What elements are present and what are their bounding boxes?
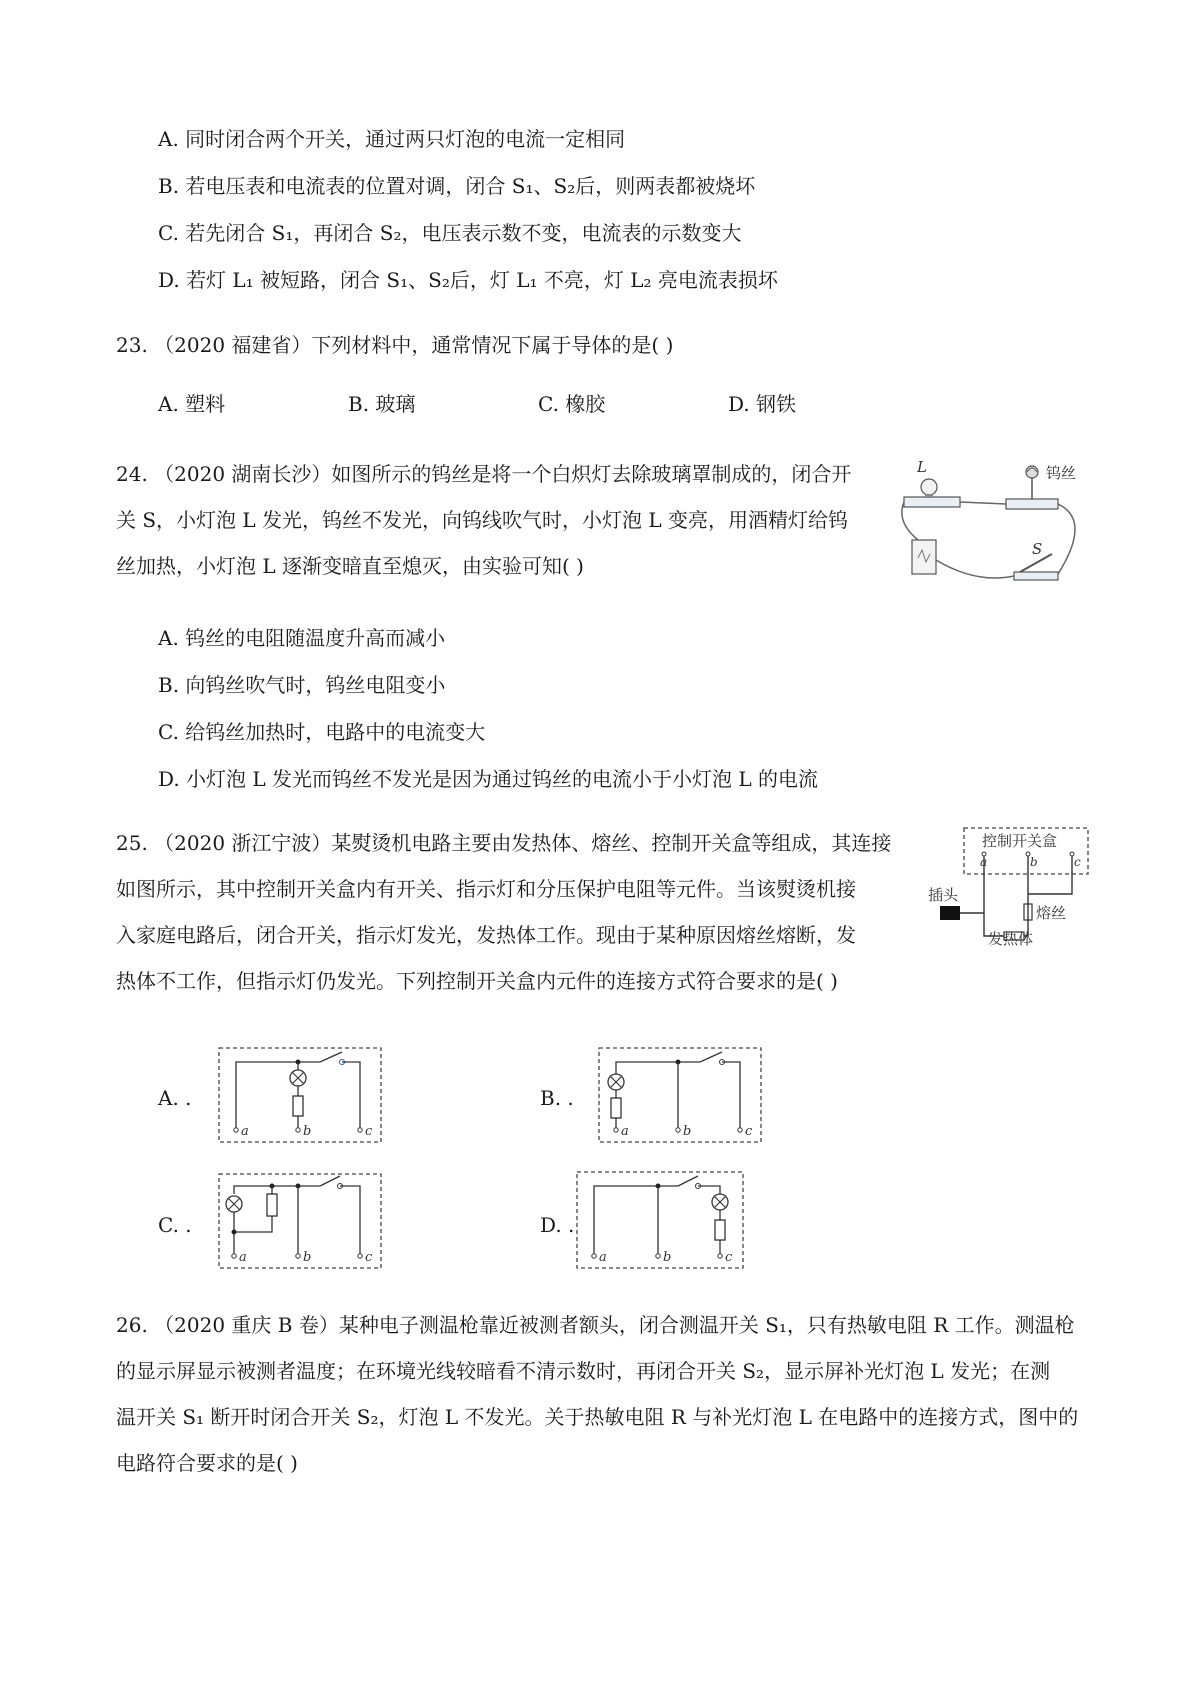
- q25-c-label-c: c: [365, 1250, 373, 1265]
- q25-d-label-a: a: [599, 1250, 607, 1265]
- q25-stem-line-2: 如图所示，其中控制开关盒内有开关、指示灯和分压保护电阻等元件。当该熨烫机接: [116, 877, 856, 901]
- q24-option-a: A. 钨丝的电阻随温度升高而减小: [158, 626, 446, 650]
- q25-label-heater: 发热体: [988, 930, 1034, 946]
- q24-label-lamp: L: [917, 458, 927, 476]
- q25-option-c-circuit: [216, 1170, 384, 1272]
- q25-b-label-b: b: [683, 1124, 692, 1139]
- q25-label-plug: 插头: [928, 886, 959, 904]
- q25-b-label-c: c: [745, 1124, 753, 1139]
- q25-option-a-label: A. .: [158, 1086, 192, 1110]
- q24-stem-line-3: 丝加热，小灯泡 L 逐渐变暗直至熄灭，由实验可知( ): [116, 554, 584, 578]
- q22-option-c: C. 若先闭合 S₁，再闭合 S₂，电压表示数不变，电流表的示数变大: [158, 221, 742, 245]
- q25-c-label-b: b: [303, 1250, 312, 1265]
- q25-a-label-c: c: [365, 1124, 373, 1139]
- q25-b-label-a: a: [621, 1124, 629, 1139]
- q24-option-b: B. 向钨丝吹气时，钨丝电阻变小: [158, 673, 446, 697]
- q26-stem-line-4: 电路符合要求的是( ): [116, 1451, 298, 1475]
- q25-option-d-label: D. .: [540, 1213, 575, 1237]
- q25-option-b-circuit: [596, 1044, 764, 1146]
- q25-option-b-label: B. .: [540, 1086, 574, 1110]
- q22-option-d: D. 若灯 L₁ 被短路，闭合 S₁、S₂后，灯 L₁ 不亮，灯 L₂ 亮电流表损坏: [158, 268, 778, 292]
- q24-option-c: C. 给钨丝加热时，电路中的电流变大: [158, 720, 486, 744]
- q25-label-box: 控制开关盒: [982, 832, 1058, 850]
- q24-label-tungsten: 钨丝: [1046, 464, 1077, 482]
- q25-label-a: a: [980, 855, 988, 869]
- q25-d-label-b: b: [663, 1250, 672, 1265]
- q24-stem-line-1: 24. （2020 湖南长沙）如图所示的钨丝是将一个白炽灯去除玻璃罩制成的，闭合开: [116, 462, 852, 486]
- q22-option-b: B. 若电压表和电流表的位置对调，闭合 S₁、S₂后，则两表都被烧坏: [158, 174, 756, 198]
- q24-option-d: D. 小灯泡 L 发光而钨丝不发光是因为通过钨丝的电流小于小灯泡 L 的电流: [158, 767, 819, 791]
- q26-stem-line-1: 26. （2020 重庆 B 卷）某种电子测温枪靠近被测者额头，闭合测温开关 S₁，只有热敏电阻 R 工作。测温枪: [116, 1313, 1075, 1337]
- q24-circuit-figure: [896, 450, 1092, 586]
- q25-label-c: c: [1074, 855, 1081, 869]
- q23-stem: 23. （2020 福建省）下列材料中，通常情况下属于导体的是( ): [116, 333, 674, 357]
- q25-c-label-a: a: [239, 1250, 247, 1265]
- q22-option-a: A. 同时闭合两个开关，通过两只灯泡的电流一定相同: [158, 127, 626, 151]
- q25-label-fuse: 熔丝: [1036, 904, 1067, 922]
- q25-d-label-c: c: [725, 1250, 733, 1265]
- q24-label-switch: S: [1032, 540, 1043, 558]
- q25-a-label-a: a: [241, 1124, 249, 1139]
- q23-option-c: C. 橡胶: [538, 392, 606, 416]
- q23-option-a: A. 塑料: [158, 392, 226, 416]
- q23-option-d: D. 钢铁: [728, 392, 797, 416]
- q26-stem-line-3: 温开关 S₁ 断开时闭合开关 S₂，灯泡 L 不发光。关于热敏电阻 R 与补光灯泡 L 在电路中的连接方式，图中的: [116, 1405, 1079, 1429]
- q26-stem-line-2: 的显示屏显示被测者温度；在环境光线较暗看不清示数时，再闭合开关 S₂，显示屏补光灯泡 L 发光；在测: [116, 1359, 1051, 1383]
- q23-option-b: B. 玻璃: [348, 392, 416, 416]
- q23-options: [158, 390, 918, 418]
- q25-stem-line-1: 25. （2020 浙江宁波）某熨烫机电路主要由发热体、熔丝、控制开关盒等组成，其连接: [116, 831, 892, 855]
- q25-a-label-b: b: [303, 1124, 312, 1139]
- q25-option-a-circuit: [216, 1044, 384, 1146]
- q25-option-d-circuit: [574, 1168, 746, 1272]
- q25-stem-line-4: 热体不工作，但指示灯仍发光。下列控制开关盒内元件的连接方式符合要求的是( ): [116, 969, 838, 993]
- q24-stem-line-2: 关 S，小灯泡 L 发光，钨丝不发光，向钨线吹气时，小灯泡 L 变亮，用酒精灯给钨: [116, 508, 849, 532]
- q25-option-c-label: C. .: [158, 1213, 192, 1237]
- q25-label-b: b: [1030, 855, 1038, 869]
- q25-stem-line-3: 入家庭电路后，闭合开关，指示灯发光，发热体工作。现由于某种原因熔丝熔断，发: [116, 923, 856, 947]
- q25-circuit-figure: [926, 820, 1090, 946]
